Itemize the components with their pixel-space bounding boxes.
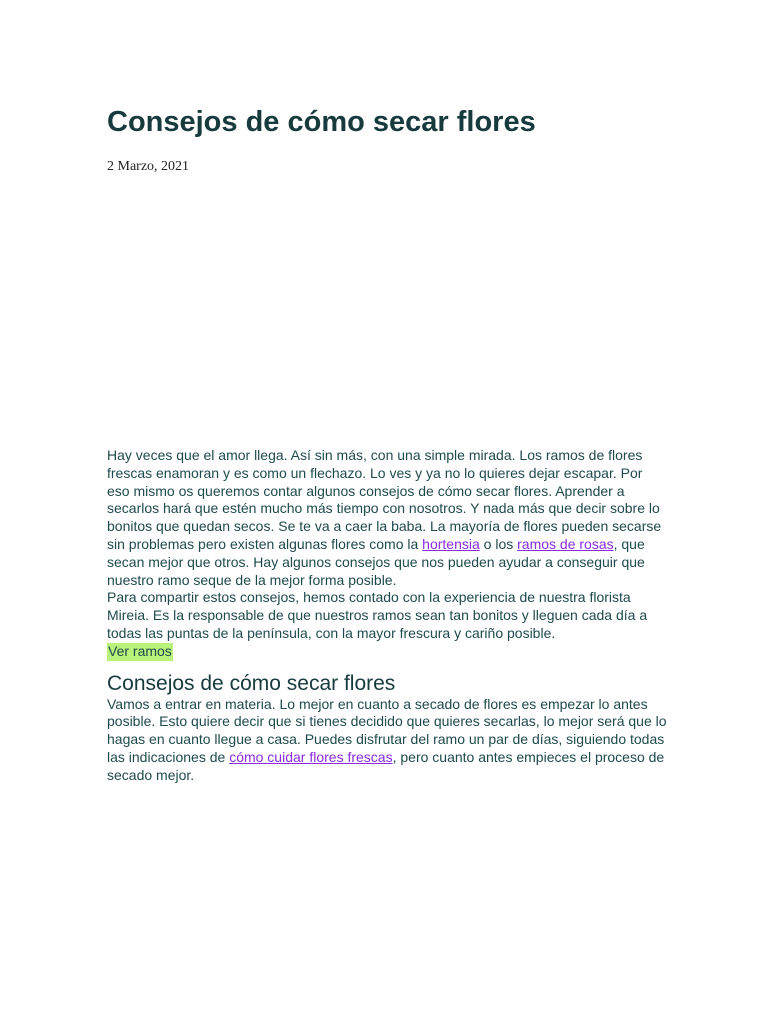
intro-paragraph [107,447,667,589]
intro-text-end: , que secan mejor que otros. Hay algunos consejos que nos pueden ayudar a conseguir que nuestro ramo seque de la mejor forma posible. [107,535,645,588]
ramos-de-rosas-link[interactable]: ramos de rosas [517,535,614,552]
ver-ramos-row [107,643,667,661]
hortensia-link[interactable]: hortensia [422,535,480,552]
drying-paragraph [107,696,667,785]
florist-paragraph: Para compartir estos consejos, hemos contado con la experiencia de nuestra florista Mireia. Es la responsable de que nuestros ramos sean tan bonitos y lleguen cada día a todas las puntas de la península, con la mayor frescura y cariño posible. [107,589,648,641]
ver-ramos-button[interactable]: Ver ramos [108,642,172,659]
drying-text: Vamos a entrar en materia. Lo mejor en cuanto a secado de flores es empezar lo antes posible. Esto quiere decir que si tienes decidido que quieres secarlas, lo mejor será que lo hagas en cuanto llegue a casa. Puedes disfrutar del ramo un par de días, siguiendo todas las indicaciones de [107,695,667,765]
drying-text-end: , pero cuanto antes empieces el proceso de secado mejor. [107,748,665,783]
publish-date: 2 Marzo, 2021 [107,159,190,174]
page-title: Consejos de cómo secar flores [107,106,536,138]
intro-text: Hay veces que el amor llega. Así sin más, con una simple mirada. Los ramos de flores frescas enamoran y es como un flechazo. Lo ves y ya no lo quieres dejar escapar. Por eso mismo os queremos contar algunos consejos de cómo secar flores. Aprender a secarlos hará que estén mucho más tiempo con nosotros. Y nada más que decir sobre lo bonitos que quedan secos. Se te va a caer la baba. La mayoría de flores pueden secarse sin problemas pero existen algunas flores como la [107,447,662,552]
cuidar-flores-frescas-link[interactable]: cómo cuidar flores frescas [229,748,393,765]
intro-text-connector: o los [479,535,518,552]
section-heading: Consejos de cómo secar flores [107,671,396,695]
article-body [107,447,667,785]
